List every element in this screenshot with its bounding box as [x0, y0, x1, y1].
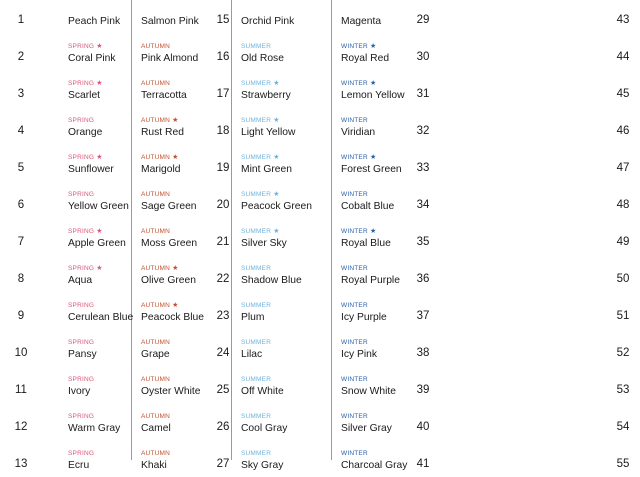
color-entry — [103, 70, 230, 107]
color-entry — [103, 329, 230, 366]
entry-number: 19 — [216, 162, 230, 174]
season-label: AUTUMN ★ — [141, 265, 179, 272]
season-label: SUMMER — [241, 413, 272, 420]
color-name: Peacock Blue — [141, 312, 204, 323]
entry-number: 43 — [616, 14, 630, 26]
season-label: AUTUMN ★ — [141, 154, 179, 161]
season-label: SUMMER ★ — [241, 154, 280, 161]
color-name: Royal Red — [341, 53, 390, 64]
season-label: SPRING ★ — [68, 80, 103, 87]
color-name: Sage Green — [141, 201, 197, 212]
color-name: Scarlet — [68, 90, 101, 101]
color-entry — [103, 181, 230, 218]
color-entry — [103, 107, 230, 144]
color-name: Yellow Green — [68, 201, 129, 212]
color-entry — [103, 366, 230, 403]
color-name: Forest Green — [341, 164, 402, 175]
season-label: SPRING — [68, 376, 95, 383]
color-name: Silver Sky — [241, 238, 287, 249]
color-name: Plum — [241, 312, 265, 323]
color-name: Lemon Yellow — [341, 90, 405, 101]
season-label: SUMMER — [241, 302, 272, 309]
color-name: Sky Gray — [241, 460, 284, 471]
season-label: SPRING ★ — [68, 265, 103, 272]
season-label: SUMMER — [241, 376, 272, 383]
season-label: SPRING ★ — [68, 43, 103, 50]
season-label: WINTER ★ — [341, 80, 377, 87]
star-icon: ★ — [367, 43, 377, 50]
star-icon: ★ — [271, 117, 280, 124]
season-label: WINTER — [341, 265, 368, 272]
color-entry — [103, 218, 230, 255]
color-entry — [103, 0, 230, 33]
entry-number: 32 — [416, 125, 430, 137]
season-label: SPRING — [68, 413, 95, 420]
color-name: Royal Blue — [341, 238, 391, 249]
season-label: SUMMER ★ — [241, 228, 280, 235]
season-label: WINTER — [341, 376, 368, 383]
entry-number: 13 — [14, 458, 28, 470]
color-name: Khaki — [141, 460, 167, 471]
entry-number: 16 — [216, 51, 230, 63]
entry-number: 12 — [14, 421, 28, 433]
entry-number: 10 — [14, 347, 28, 359]
color-entry — [103, 33, 230, 70]
star-icon: ★ — [170, 154, 179, 161]
star-icon: ★ — [271, 80, 280, 87]
entry-number: 34 — [416, 199, 430, 211]
color-name: Cool Gray — [241, 423, 288, 434]
color-entry — [103, 403, 230, 440]
star-icon: ★ — [367, 154, 377, 161]
color-name: Rust Red — [141, 127, 184, 138]
color-name: Aqua — [68, 275, 93, 286]
season-label: AUTUMN — [141, 376, 171, 383]
star-icon: ★ — [94, 154, 103, 161]
color-name: Marigold — [141, 164, 181, 175]
entry-number: 7 — [17, 236, 25, 248]
season-label: SPRING — [68, 117, 95, 124]
entry-number: 21 — [216, 236, 230, 248]
color-name: Off White — [241, 386, 284, 397]
season-label: WINTER — [341, 413, 368, 420]
color-name: Charcoal Gray — [341, 460, 408, 471]
entry-number: 24 — [216, 347, 230, 359]
color-name: Shadow Blue — [241, 275, 302, 286]
star-icon: ★ — [94, 43, 103, 50]
star-icon: ★ — [170, 302, 179, 309]
entry-number: 50 — [616, 273, 630, 285]
entry-number: 44 — [616, 51, 630, 63]
season-label: SUMMER — [241, 450, 272, 457]
color-entry — [103, 255, 230, 292]
color-name: Old Rose — [241, 53, 284, 64]
entry-number: 40 — [416, 421, 430, 433]
color-name: Magenta — [341, 16, 382, 27]
season-label: WINTER ★ — [341, 228, 377, 235]
star-icon: ★ — [170, 265, 179, 272]
entry-number: 17 — [216, 88, 230, 100]
color-name: Orchid Pink — [241, 16, 295, 27]
color-name: Lilac — [241, 349, 263, 360]
color-name: Peach Pink — [68, 16, 121, 27]
entry-number: 20 — [216, 199, 230, 211]
color-name: Warm Gray — [68, 423, 121, 434]
season-label: WINTER ★ — [341, 43, 377, 50]
star-icon: ★ — [367, 80, 377, 87]
season-label: AUTUMN — [141, 413, 171, 420]
color-name: Light Yellow — [241, 127, 296, 138]
entry-number: 33 — [416, 162, 430, 174]
color-name: Coral Pink — [68, 53, 116, 64]
season-label: AUTUMN — [141, 191, 171, 198]
star-icon: ★ — [271, 191, 280, 198]
color-name: Silver Gray — [341, 423, 392, 434]
season-label: WINTER — [341, 302, 368, 309]
color-entry — [103, 440, 230, 477]
season-label: AUTUMN ★ — [141, 117, 179, 124]
entry-number: 47 — [616, 162, 630, 174]
star-icon: ★ — [94, 80, 103, 87]
star-icon: ★ — [367, 228, 377, 235]
color-name: Strawberry — [241, 90, 291, 101]
season-label: SUMMER — [241, 339, 272, 346]
color-name: Cobalt Blue — [341, 201, 395, 212]
color-name: Salmon Pink — [141, 16, 199, 27]
entry-number: 45 — [616, 88, 630, 100]
entry-number: 26 — [216, 421, 230, 433]
season-label: WINTER — [341, 339, 368, 346]
entry-number: 11 — [15, 384, 27, 396]
entry-number: 54 — [616, 421, 630, 433]
entry-number: 31 — [416, 88, 430, 100]
entry-number: 48 — [616, 199, 630, 211]
season-label: SUMMER ★ — [241, 117, 280, 124]
season-label: SUMMER ★ — [241, 80, 280, 87]
entry-number: 49 — [616, 236, 630, 248]
season-label: SPRING — [68, 339, 95, 346]
entry-number: 38 — [416, 347, 430, 359]
color-name: Apple Green — [68, 238, 126, 249]
entry-number: 52 — [616, 347, 630, 359]
color-name: Icy Purple — [341, 312, 387, 323]
color-name: Royal Purple — [341, 275, 400, 286]
color-name: Camel — [141, 423, 171, 434]
entry-number: 2 — [17, 51, 25, 63]
color-name: Pink Almond — [141, 53, 199, 64]
color-entry — [103, 144, 230, 181]
season-label: WINTER — [341, 450, 368, 457]
season-label: AUTUMN ★ — [141, 302, 179, 309]
entry-number: 9 — [17, 310, 25, 322]
color-name: Mint Green — [241, 164, 292, 175]
color-name: Orange — [68, 127, 103, 138]
season-label: SPRING ★ — [68, 228, 103, 235]
color-name: Oyster White — [141, 386, 201, 397]
season-label: WINTER — [341, 117, 368, 124]
season-label: AUTUMN — [141, 339, 171, 346]
star-icon: ★ — [94, 228, 103, 235]
entry-number: 6 — [17, 199, 25, 211]
color-name: Ecru — [68, 460, 90, 471]
entry-number: 37 — [416, 310, 430, 322]
color-name: Viridian — [341, 127, 376, 138]
color-name: Cerulean Blue — [68, 312, 134, 323]
color-name: Pansy — [68, 349, 97, 360]
color-name: Peacock Green — [241, 201, 312, 212]
entry-number: 29 — [416, 14, 430, 26]
color-name: Snow White — [341, 386, 396, 397]
color-name: Moss Green — [141, 238, 198, 249]
season-label: SUMMER — [241, 43, 272, 50]
entry-number: 51 — [616, 310, 630, 322]
entry-number: 55 — [616, 458, 630, 470]
color-entry — [103, 292, 230, 329]
entry-number: 39 — [416, 384, 430, 396]
color-name: Ivory — [68, 386, 91, 397]
color-name: Olive Green — [141, 275, 196, 286]
entry-number: 53 — [616, 384, 630, 396]
entry-number: 5 — [17, 162, 25, 174]
entry-number: 3 — [17, 88, 25, 100]
entry-number: 35 — [416, 236, 430, 248]
season-label: SPRING — [68, 191, 95, 198]
season-label: AUTUMN — [141, 80, 171, 87]
entry-number: 46 — [616, 125, 630, 137]
season-label: AUTUMN — [141, 228, 171, 235]
season-label: SPRING ★ — [68, 154, 103, 161]
entry-number: 41 — [416, 458, 430, 470]
star-icon: ★ — [170, 117, 179, 124]
entry-number: 1 — [17, 14, 25, 26]
star-icon: ★ — [271, 228, 280, 235]
season-label: SUMMER ★ — [241, 191, 280, 198]
entry-number: 4 — [17, 125, 25, 137]
color-column — [103, 0, 230, 471]
entry-number: 22 — [216, 273, 230, 285]
color-name: Icy Pink — [341, 349, 378, 360]
season-label: AUTUMN — [141, 43, 171, 50]
season-label: SUMMER — [241, 265, 272, 272]
star-icon: ★ — [271, 154, 280, 161]
entry-number: 27 — [216, 458, 230, 470]
season-label: AUTUMN — [141, 450, 171, 457]
entry-number: 30 — [416, 51, 430, 63]
entry-number: 25 — [216, 384, 230, 396]
season-label: SPRING — [68, 450, 95, 457]
entry-number: 15 — [216, 14, 230, 26]
color-name: Sunflower — [68, 164, 114, 175]
entry-number: 23 — [216, 310, 230, 322]
entry-number: 18 — [216, 125, 230, 137]
season-label: WINTER ★ — [341, 154, 377, 161]
entry-number: 36 — [416, 273, 430, 285]
season-label: SPRING — [68, 302, 95, 309]
color-name: Grape — [141, 349, 170, 360]
entry-number: 8 — [17, 273, 25, 285]
star-icon: ★ — [94, 265, 103, 272]
color-name: Terracotta — [141, 90, 187, 101]
season-label: WINTER — [341, 191, 368, 198]
